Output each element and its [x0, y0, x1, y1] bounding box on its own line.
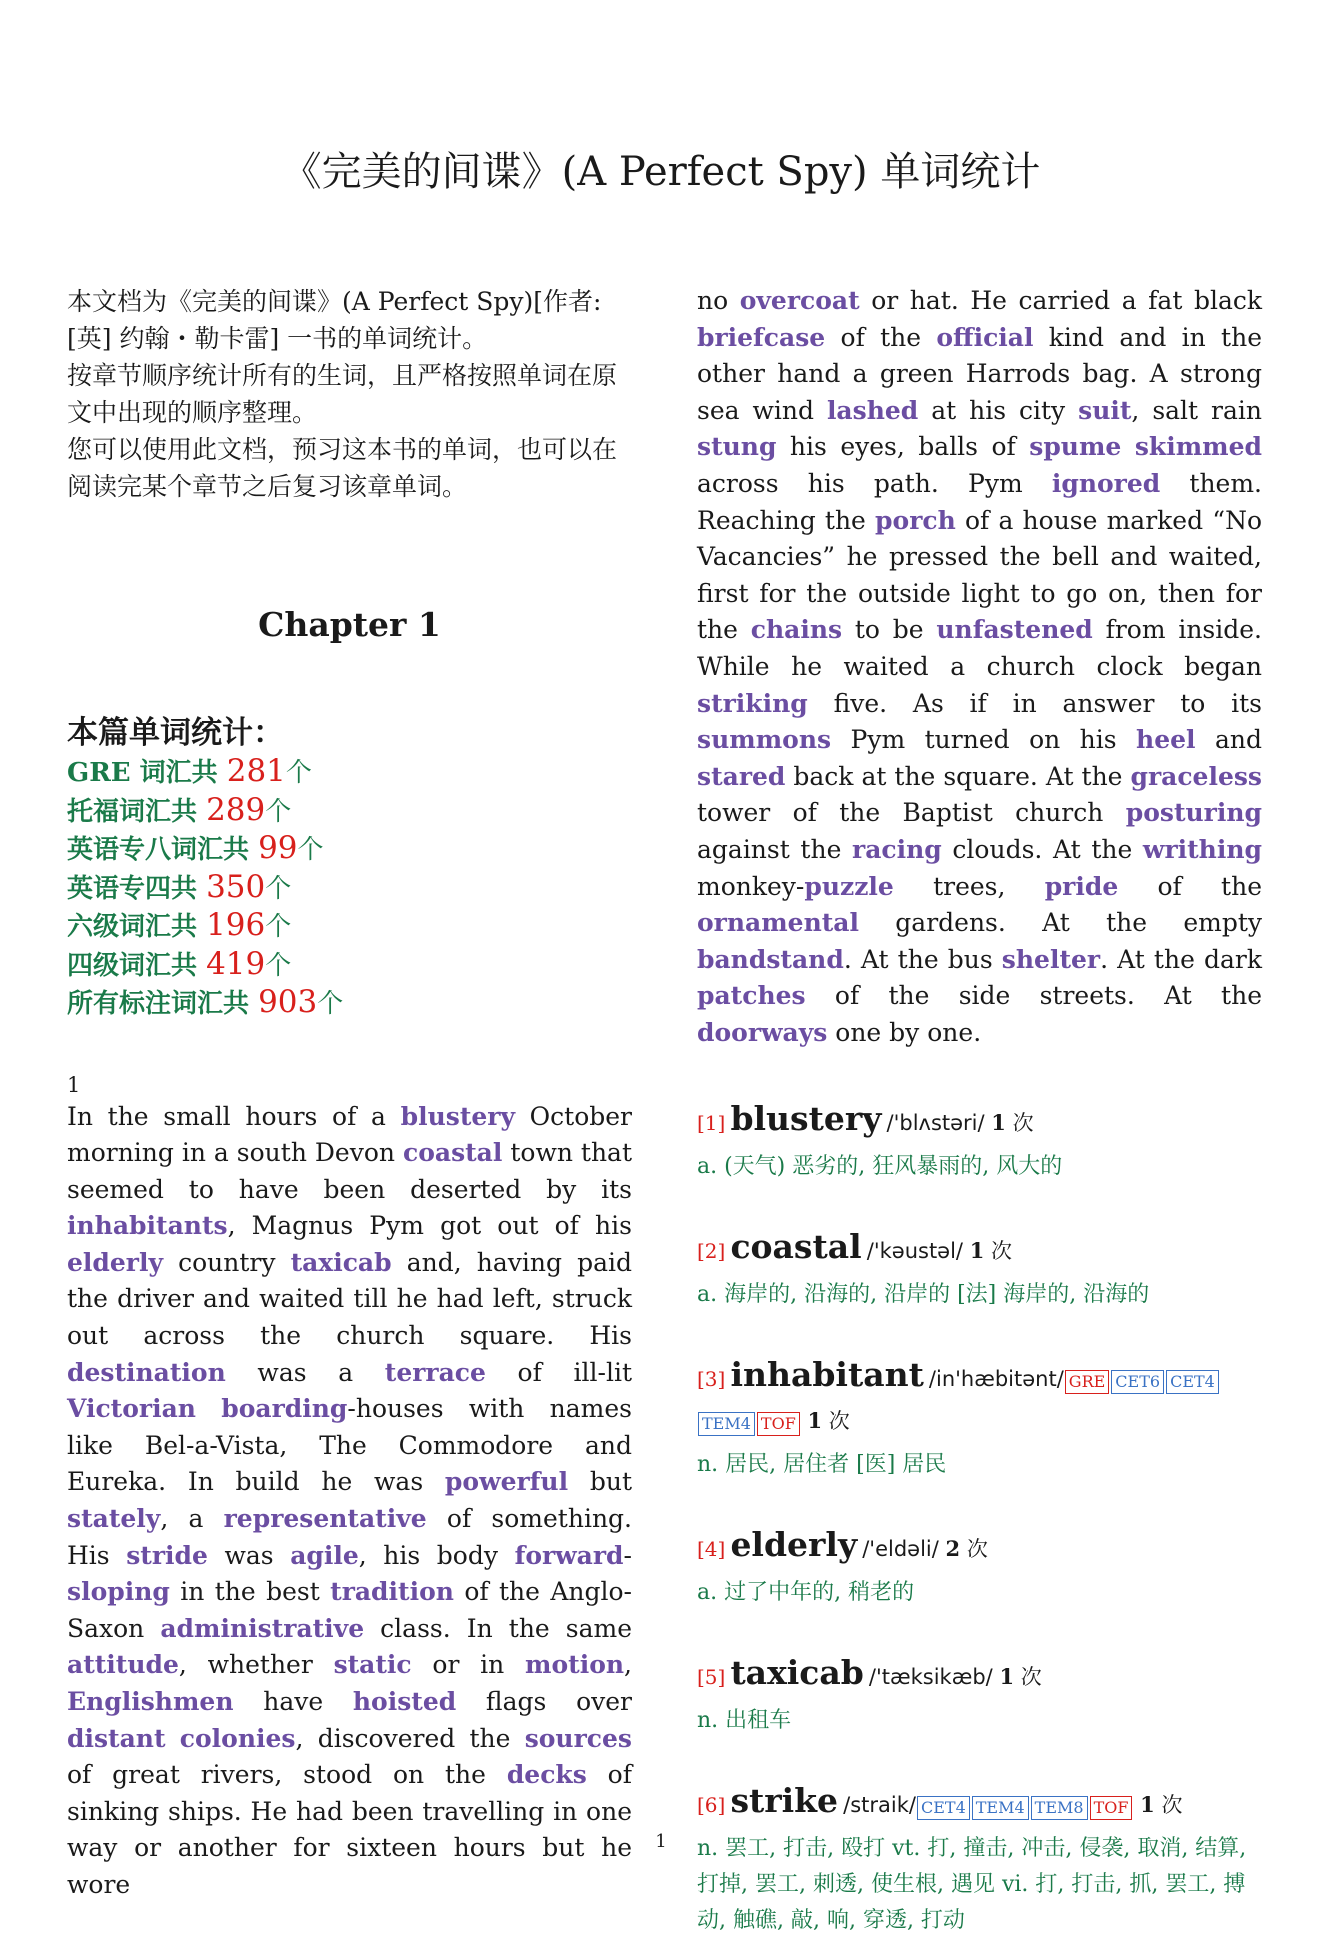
entry-definition: n. 居民, 居住者 [医] 居民 [697, 1452, 947, 1478]
stat-number: 350 [206, 868, 266, 905]
vocab-highlight: static [333, 1650, 412, 1680]
stat-unit: 个 [265, 950, 292, 981]
vocab-highlight: stride [126, 1540, 208, 1570]
vocab-highlight: ignored [1051, 468, 1161, 498]
entry-head [697, 1099, 1262, 1145]
vocab-highlight: doorways [697, 1017, 828, 1047]
vocab-highlight: official [936, 322, 1034, 352]
vocab-highlight: porch [875, 505, 956, 535]
vocab-entry [697, 1781, 1262, 1939]
level-tag: TEM8 [1031, 1796, 1088, 1820]
vocab-highlight: patches [697, 981, 806, 1011]
stat-row [67, 907, 632, 946]
entry-word: coastal [730, 1227, 862, 1267]
entry-word: strike [730, 1781, 839, 1821]
entry-index: [1] [697, 1111, 726, 1136]
entry-count: 1 次 [969, 1238, 1013, 1264]
vocab-highlight: boarding [221, 1394, 348, 1424]
stat-row [67, 792, 632, 831]
vocab-highlight: coastal [402, 1138, 503, 1168]
stat-row [67, 984, 632, 1023]
chapter-heading: Chapter 1 [258, 605, 441, 644]
stats-title: 本篇单词统计： [67, 715, 284, 751]
vocab-highlight: stung [697, 432, 777, 462]
stat-row [67, 753, 632, 792]
vocab-highlight: skimmed [1134, 432, 1262, 462]
vocab-entry [697, 1099, 1262, 1185]
vocab-highlight: representative [223, 1504, 427, 1534]
vocab-highlight: striking [697, 688, 808, 718]
vocab-highlight: chains [750, 615, 843, 645]
stat-unit: 个 [265, 796, 292, 827]
stat-unit: 个 [297, 835, 324, 865]
vocab-entry [697, 1653, 1262, 1739]
vocab-entry [697, 1355, 1262, 1483]
stat-label: 所有标注词汇共 [67, 989, 259, 1019]
vocab-highlight: terrace [384, 1357, 486, 1387]
level-tag: TOF [1090, 1796, 1133, 1820]
stat-label: 英语专四共 [67, 873, 207, 904]
vocab-highlight: destination [67, 1357, 226, 1387]
stat-row [67, 946, 632, 985]
vocab-highlight: spume [1029, 432, 1122, 462]
intro-line: 本文档为《完美的间谍》(A Perfect Spy)[作者: [英] 约翰・勒卡雷] 一书的单词统计。 [67, 287, 602, 353]
level-tag: CET4 [917, 1796, 970, 1820]
level-tag: TEM4 [972, 1796, 1029, 1820]
entry-phonetic: /'blʌstəri/ [886, 1111, 985, 1136]
intro [67, 283, 632, 505]
entry-definition: n. 罢工, 打击, 殴打 vt. 打, 撞击, 冲击, 侵袭, 取消, 结算, 打掉, 罢工, 刺透, 使生根, 遇见 vi. 打, 打击, 抓, 罢工, 搏动, 触礁, 敲, 响, 穿透, 打动 [697, 1836, 1247, 1934]
vocab-highlight: pride [1044, 871, 1119, 901]
stat-number: 281 [226, 753, 286, 789]
level-tag: TEM4 [698, 1412, 755, 1436]
intro-line: 按章节顺序统计所有的生词，且严格按照单词在原文中出现的顺序整理。 [67, 361, 618, 427]
passage-text: no overcoat or hat. He carried a fat black briefcase of the official kind and in the other hand a green Harrods bag. A strong sea wind lashed at his city suit, salt rain stung his eyes, balls of spume skimmed across his path. Pym ignored them. Reaching the porch of a house marked “No Vacancies” he pressed the bell and waited, first for the outside light to go on, then for the chains to be unfastened from inside. While he waited a church clock began striking five. As if in answer to its summons Pym turned on his heel and stared back at the square. At the graceless tower of the Baptist church posturing against the racing clouds. At the writhing monkey-puzzle trees, pride of the ornamental gardens. At the empty bandstand. At the bus shelter. At the dark patches of the side streets. At the doorways one by one. [697, 286, 1263, 1047]
vocab-highlight: tradition [330, 1577, 454, 1607]
left-column [67, 283, 632, 1904]
level-tag: GRE [1065, 1370, 1110, 1394]
stat-unit: 个 [285, 758, 312, 788]
vocab-highlight: shelter [1001, 944, 1101, 974]
vocab-highlight: inhabitants [67, 1211, 228, 1241]
vocab-highlight: sloping [67, 1577, 170, 1607]
vocab-highlight: stately [67, 1504, 161, 1534]
entry-phonetic: /in'hæbitənt/ [928, 1367, 1064, 1392]
vocab-highlight: elderly [67, 1247, 163, 1277]
stat-number: 289 [206, 791, 266, 828]
passage-right [697, 283, 1262, 1051]
stat-unit: 个 [265, 912, 292, 942]
page-title: 《完美的间谍》(A Perfect Spy) 单词统计 [281, 149, 1041, 195]
stat-number: 903 [258, 984, 318, 1020]
stat-number: 419 [206, 945, 266, 982]
entry-count: 1 次 [807, 1408, 850, 1434]
stat-label: 六级词汇共 [67, 912, 207, 942]
entry-phonetic: /'tæksikæb/ [868, 1665, 993, 1690]
vocab-highlight: decks [506, 1760, 587, 1790]
vocab-highlight: racing [852, 834, 942, 864]
stats-list [67, 753, 632, 1023]
vocab-highlight: posturing [1125, 798, 1262, 828]
vocab-entry [697, 1525, 1262, 1611]
vocab-highlight: motion [525, 1650, 625, 1680]
entry-head [697, 1355, 1262, 1443]
entry-definition: a. (天气) 恶劣的, 狂风暴雨的, 风大的 [697, 1154, 1063, 1180]
vocab-highlight: overcoat [739, 286, 860, 315]
vocab-highlight: Englishmen [67, 1687, 234, 1716]
vocab-highlight: stared [697, 761, 786, 791]
level-tag: TOF [757, 1412, 800, 1436]
vocab-highlight: heel [1136, 725, 1196, 755]
entry-index: [6] [697, 1793, 726, 1818]
entry-index: [3] [697, 1367, 726, 1392]
vocab-highlight: bandstand [697, 944, 844, 974]
entry-count: 1 次 [1140, 1792, 1183, 1818]
entry-count: 1 次 [991, 1110, 1034, 1136]
entry-word: blustery [730, 1099, 882, 1139]
stat-unit: 个 [317, 989, 344, 1019]
stat-label: 四级词汇共 [67, 950, 207, 981]
entry-definition: a. 海岸的, 沿海的, 沿岸的 [法] 海岸的, 沿海的 [697, 1282, 1150, 1308]
entry-head [697, 1227, 1262, 1273]
vocab-highlight: sources [524, 1723, 632, 1753]
vocab-entry [697, 1227, 1262, 1313]
vocab-highlight: distant [67, 1723, 166, 1753]
vocab-highlight: lashed [826, 395, 919, 425]
entry-index: [2] [697, 1239, 726, 1264]
vocab-highlight: summons [697, 725, 832, 755]
vocab-highlight: administrative [160, 1613, 365, 1643]
entry-head [697, 1525, 1262, 1571]
vocab-highlight: attitude [67, 1650, 179, 1680]
entry-word: elderly [730, 1525, 858, 1565]
passage-text: In the small hours of a blustery October morning in a south Devon coastal town that seemed to have been deserted by its inhabitants, Magnus Pym got out of his elderly country taxicab and, having paid the driver and waited till he had left, struck out across the church square. His destination was a terrace of ill-lit Victorian boarding-houses with names like Bel-a-Vista, The Commodore and Eureka. In build he was powerful but stately, a representative of something. His stride was agile, his body forward-sloping in the best tradition of the Anglo-Saxon administrative class. In the same attitude, whether static or in motion, Englishmen have hoisted flags over distant colonies, discovered the sources of great rivers, stood on the decks of sinking ships. He had been travelling in one way or another for sixteen hours but he wore [67, 1101, 633, 1899]
entry-head [697, 1781, 1262, 1827]
vocabulary-list [697, 1099, 1262, 1939]
intro-line: 您可以使用此文档，预习这本书的单词，也可以在阅读完某个章节之后复习该章单词。 [67, 435, 618, 501]
entry-index: [5] [697, 1665, 726, 1690]
vocab-highlight: agile [290, 1540, 359, 1570]
stat-number: 196 [206, 907, 266, 943]
vocab-highlight: blustery [400, 1101, 515, 1131]
stat-number: 99 [258, 830, 298, 866]
passage-left [67, 1099, 632, 1904]
entry-word: inhabitant [730, 1355, 924, 1395]
paragraph-number: 1 [67, 1072, 81, 1097]
entry-index: [4] [697, 1537, 726, 1562]
vocab-highlight: powerful [444, 1467, 569, 1497]
entry-head [697, 1653, 1262, 1699]
level-tag: CET6 [1111, 1370, 1164, 1394]
vocab-highlight: writhing [1142, 834, 1262, 864]
entry-phonetic: /straik/ [843, 1793, 916, 1818]
vocab-highlight: suit [1078, 395, 1132, 425]
right-column [697, 283, 1262, 1939]
stat-label: 托福词汇共 [67, 796, 207, 827]
vocab-highlight: forward [514, 1540, 624, 1570]
stat-unit: 个 [265, 873, 292, 904]
vocab-highlight: unfastened [936, 615, 1093, 645]
vocab-highlight: puzzle [804, 871, 894, 901]
entry-phonetic: /'eldəli/ [862, 1537, 939, 1562]
stat-row [67, 830, 632, 869]
vocab-highlight: Victorian [67, 1394, 196, 1424]
stat-label: GRE 词汇共 [67, 758, 227, 788]
entry-definition: n. 出租车 [697, 1708, 792, 1734]
stat-row [67, 869, 632, 908]
vocab-highlight: ornamental [697, 908, 859, 938]
page-number: 1 [655, 1831, 667, 1852]
level-tag: CET4 [1166, 1370, 1219, 1394]
vocab-highlight: briefcase [697, 322, 826, 352]
entry-definition: a. 过了中年的, 稍老的 [697, 1580, 915, 1606]
vocab-highlight: colonies [179, 1723, 296, 1753]
stat-label: 英语专八词汇共 [67, 835, 259, 865]
entry-phonetic: /'kəustəl/ [866, 1239, 964, 1264]
entry-count: 2 次 [945, 1536, 988, 1562]
vocab-highlight: taxicab [290, 1247, 392, 1277]
entry-count: 1 次 [999, 1664, 1042, 1690]
vocab-highlight: graceless [1130, 761, 1262, 791]
entry-word: taxicab [730, 1653, 864, 1693]
vocab-highlight: hoisted [352, 1687, 457, 1716]
